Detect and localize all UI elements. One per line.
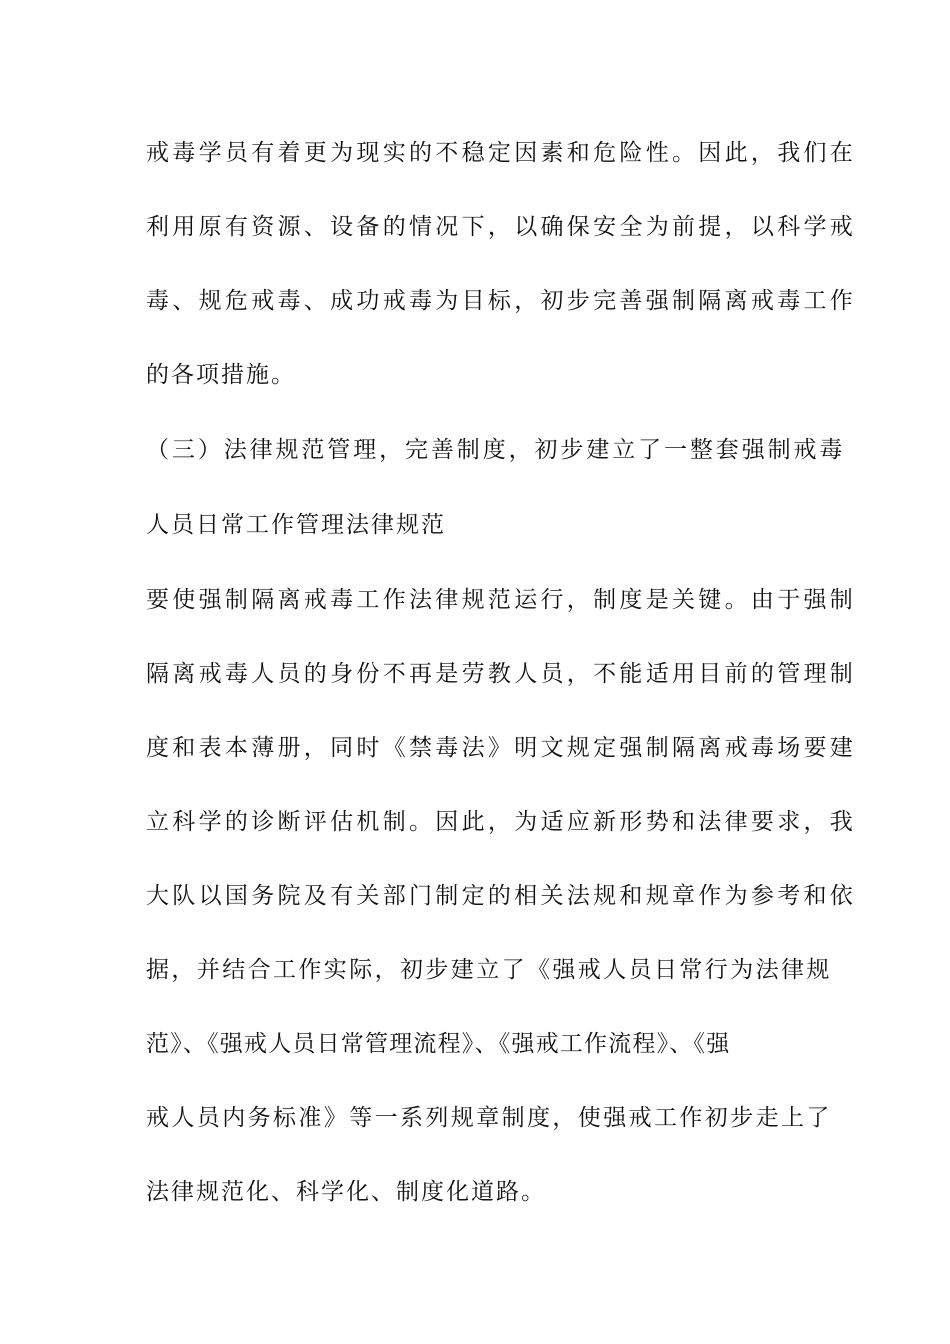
paragraph-line: 戒人员内务标准》等一系列规章制度，使强戒工作初步走上了 — [146, 1105, 832, 1131]
paragraph-line: 法律规范化、科学化、制度化道路。 — [146, 1179, 546, 1205]
paragraph-line: 隔离戒毒人员的身份不再是劳教人员，不能适用目前的管理制 — [146, 661, 857, 687]
paragraph-line: 要使强制隔离戒毒工作法律规范运行，制度是关键。由于强制 — [146, 587, 857, 613]
section-heading-line: （三）法律规范管理，完善制度，初步建立了一整套强制戒毒 — [146, 437, 846, 463]
paragraph-line: 度和表本薄册，同时《禁毒法》明文规定强制隔离戒毒场要建 — [146, 735, 857, 761]
paragraph-line: 利用原有资源、设备的情况下，以确保安全为前提，以科学戒 — [146, 214, 857, 240]
paragraph-line: 戒毒学员有着更为现实的不稳定因素和危险性。因此，我们在 — [146, 140, 857, 166]
paragraph-line: 大队以国务院及有关部门制定的相关法规和规章作为参考和依 — [146, 883, 857, 909]
section-heading-line: 人员日常工作管理法律规范 — [146, 512, 446, 538]
paragraph-line: 毒、规危戒毒、成功戒毒为目标，初步完善强制隔离戒毒工作 — [146, 288, 857, 314]
paragraph-line: 立科学的诊断评估机制。因此，为适应新形势和法律要求，我 — [146, 809, 857, 835]
paragraph-line: 范》、《强戒人员日常管理流程》、《强戒工作流程》、《强 — [146, 1031, 731, 1057]
paragraph-line: 据，并结合工作实际，初步建立了《强戒人员日常行为法律规 — [146, 957, 832, 983]
paragraph-line: 的各项措施。 — [146, 362, 296, 388]
